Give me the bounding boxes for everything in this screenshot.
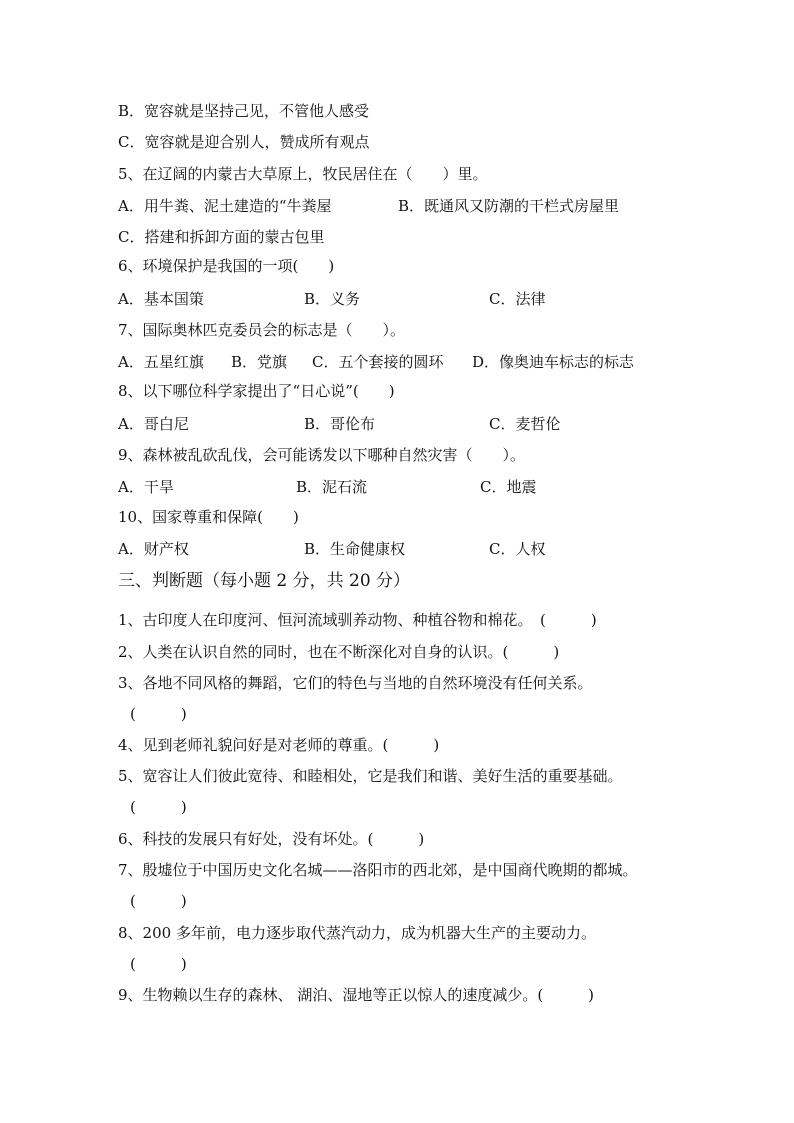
- q7-option-b: B．党旗: [231, 353, 288, 371]
- q9-option-b: B．泥石流: [296, 478, 368, 496]
- judge-6: 6、科技的发展只有好处，没有坏处。( ): [118, 830, 425, 848]
- judge-7: 7、殷墟位于中国历史文化名城——洛阳市的西北郊，是中国商代晚期的都城。: [118, 861, 638, 879]
- q5-option-a: A．用牛粪、泥土建造的“牛粪屋: [118, 197, 332, 215]
- q10-option-b: B．生命健康权: [304, 540, 406, 558]
- q7-option-a: A．五星红旗: [118, 353, 204, 371]
- question-8: 8、以下哪位科学家提出了“日心说”( ): [118, 382, 395, 400]
- q8-option-b: B．哥伦布: [304, 415, 376, 433]
- q6-option-c: C．法律: [489, 290, 546, 308]
- section-3-heading: 三、判断题（每小题 2 分，共 20 分）: [118, 571, 411, 591]
- q6-option-b: B．义务: [304, 290, 361, 308]
- judge-3: 3、各地不同风格的舞蹈，它们的特色与当地的自然环境没有任何关系。: [118, 674, 593, 692]
- q8-option-a: A．哥白尼: [118, 415, 189, 433]
- q8-option-c: C．麦哲伦: [489, 415, 561, 433]
- q10-option-a: A．财产权: [118, 540, 189, 558]
- judge-4: 4、见到老师礼貌问好是对老师的尊重。( ): [118, 736, 440, 754]
- q6-option-a: A．基本国策: [118, 290, 204, 308]
- question-6: 6、环境保护是我国的一项( ): [118, 257, 335, 275]
- q5-option-b: B．既通风又防潮的干栏式房屋里: [398, 197, 620, 215]
- q9-option-a: A．干旱: [118, 478, 174, 496]
- judge-5-answer: ( ): [130, 798, 187, 816]
- q9-option-c: C．地震: [480, 478, 537, 496]
- q4-option-c: C．宽容就是迎合别人，赞成所有观点: [118, 133, 370, 151]
- judge-5: 5、宽容让人们彼此宽待、和睦相处，它是我们和谐、美好生活的重要基础。: [118, 767, 623, 785]
- question-10: 10、国家尊重和保障( ): [118, 508, 299, 526]
- question-9: 9、森林被乱砍乱伐，会可能诱发以下哪种自然灾害（ ）。: [118, 446, 526, 464]
- judge-8: 8、200 多年前，电力逐步取代蒸汽动力，成为机器大生产的主要动力。: [118, 924, 596, 942]
- judge-2: 2、人类在认识自然的同时，也在不断深化对自身的认识。( ): [118, 643, 560, 661]
- judge-3-answer: ( ): [130, 705, 187, 723]
- q4-option-b: B．宽容就是坚持己见，不管他人感受: [118, 102, 370, 120]
- q7-option-d: D．像奥迪车标志的标志: [472, 353, 635, 371]
- judge-9: 9、生物赖以生存的森林、 湖泊、湿地等正以惊人的速度减少。( ): [118, 986, 595, 1004]
- judge-8-answer: ( ): [130, 955, 187, 973]
- q5-option-c: C．搭建和拆卸方面的蒙古包里: [118, 228, 325, 246]
- question-5: 5、在辽阔的内蒙古大草原上，牧民居住在（ ）里。: [118, 165, 488, 183]
- q7-option-c: C．五个套接的圆环: [312, 353, 444, 371]
- judge-7-answer: ( ): [130, 892, 187, 910]
- q10-option-c: C．人权: [489, 540, 546, 558]
- judge-1: 1、古印度人在印度河、恒河流域驯养动物、种植谷物和棉花。 ( ): [118, 611, 597, 629]
- question-7: 7、国际奥林匹克委员会的标志是（ ）。: [118, 321, 406, 339]
